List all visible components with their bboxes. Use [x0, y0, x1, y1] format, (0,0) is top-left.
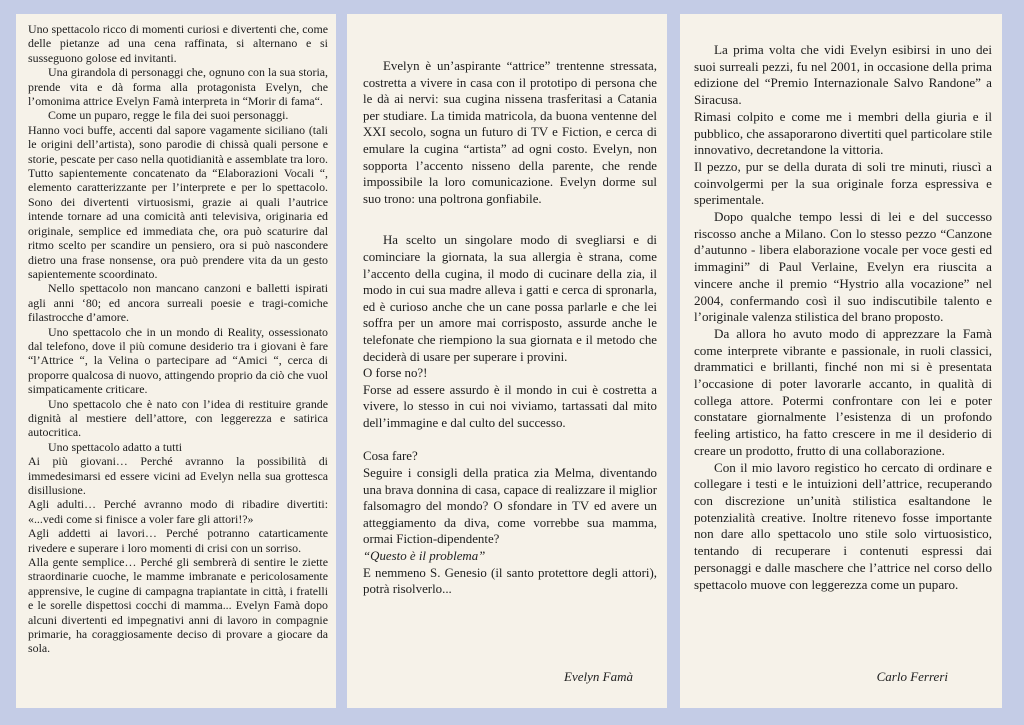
p3-paragraph: La prima volta che vidi Evelyn esibirsi in uno dei suoi surreali pezzi, fu nel 2001, in occasione della prima edizione del “Premio Internazionale Salvo Randone” a Siracusa.: [694, 42, 992, 108]
signature: Carlo Ferreri: [876, 669, 948, 685]
p1-paragraph: Uno spettacolo adatto a tutti: [48, 439, 183, 454]
p1-paragraph: Ai più giovani… Perché avranno la possibilità di immedesimarsi ed essere vicini ad Evelyn nella sua grottesca disillusione.: [28, 454, 328, 497]
right-panel: [680, 14, 1002, 708]
left-panel: [16, 14, 336, 708]
p3-paragraph: Rimasi colpito e come me i membri della giuria e il pubblico, che assaporarono divertiti quel particolare stile innovativo, decretandone la vittoria.: [694, 108, 992, 158]
p2-paragraph: Seguire i consigli della pratica zia Melma, diventando una brava donnina di casa, capace di realizzare il miglior falsomagro del mondo? O sfondare in TV ed avere un atteggiamento da diva, come vorrebbe sua mamma, ormai Fiction-dipendente?: [363, 466, 657, 547]
p1-paragraph: Uno spettacolo che è nato con l’idea di restituire grande dignità al mestiere dell’attore, con leggerezza e satirica autocritica.: [28, 396, 328, 440]
p2-paragraph: Ha scelto un singolare modo di svegliarsi e di cominciare la giornata, la sua allergia è strana, come l’accento della cugina, il modo di cucinare della zia, il modo in cui sua madre alleva i gatti e cerca di spronarla, ed è curioso anche che un cane possa parlarle e che lei soffra per un amore mai corrisposto, assurde anche le telefonate che riempiono la sua giornata e il metodo che deciderà di usare per superare i provini.: [363, 233, 657, 364]
p2-quote: “Questo è il problema”: [363, 549, 486, 564]
p3-paragraph: Il pezzo, pur se della durata di soli tre minuti, riuscì a coinvolgermi per la sua originale forza espressiva e sperimentale.: [694, 158, 992, 208]
p3-paragraph: Da allora ho avuto modo di apprezzare la Famà come interprete vibrante e passionale, in ruoli classici, drammatici e brillanti, finché non mi si è presentata l’occasione di poter lavorarle accanto, in qualità di collega attore. Potermi confrontare con lei e poter constatare giornalmente l’esistenza di un profondo feeling artistico, ha fatto crescere in me il desiderio di creare un prodotto, frutto di una collaborazione.: [694, 325, 992, 458]
p2-paragraph: O forse no?!: [363, 366, 428, 381]
p1-paragraph: Uno spettacolo ricco di momenti curiosi e divertenti che, come delle pietanze ad una cena raffinata, si alternano e si susseguono golose ed invitanti.: [28, 22, 328, 65]
p1-paragraph: Agli addetti ai lavori… Perché potranno catarticamente rivedere e superare i loro momenti di crisi con un sorriso.: [28, 526, 328, 555]
p1-paragraph: Nello spettacolo non mancano canzoni e balletti ispirati agli anni ‘80; ed ancora surreali poesie e tragi-comiche filastrocche d’amore.: [28, 281, 328, 325]
p2-paragraph: Cosa fare?: [363, 449, 418, 464]
p1-paragraph: Come un puparo, regge le fila dei suoi personaggi.: [48, 108, 289, 123]
p2-paragraph: E nemmeno S. Genesio (il santo protettore degli attori), potrà risolverlo...: [363, 565, 657, 597]
p1-paragraph: Agli adulti… Perché avranno modo di ribadire divertiti: «...vedi come si finisce a voler fare gli attori!?»: [28, 497, 328, 526]
p1-paragraph: Hanno voci buffe, accenti dal sapore vagamente siciliano (tali le origini dell’artista), sono parodie di chissà quali persone e storie, pescate per caso nella quotidianità e assemblate tra loro. Tutto sapientemente concatenato da “Elaborazioni Vocali “, elemento caratterizzante per l’interprete e per lo spettacolo. Sono dei divertenti virtuosismi, grazie ai quali l’autrice intende tornare ad una comicità anti televisiva, originaria ed originale, semplice ed immediata che, ora può scaturire dal ritmo scelto per scandire un pensiero, ora si può nascondere dietro una frase nonsense, ora può prendere vita da un gesto sapientemente scoordinato.: [28, 122, 328, 281]
p3-paragraph: Con il mio lavoro registico ho cercato di ordinare e collegare i testi e le intuizioni dell’attrice, recuperando con discrezione un’unità stilistica esaltandone le potenzialità creative. Inoltre ritenevo fosse importante non dare allo spettacolo uno stile solo virtuosistico, tentando di recuperare i contenuti espressi dai personaggi e dalle maschere che l’attrice nel corso dello spettacolo muove con leggerezza come un puparo.: [694, 459, 992, 592]
p2-paragraph: Forse ad essere assurdo è il mondo in cui è costretta a vivere, lo stesso in cui noi viviamo, tartassati dal mito dell’immagine e dal culto del successo.: [363, 382, 657, 430]
p3-paragraph: Dopo qualche tempo lessi di lei e del successo riscosso anche a Milano. Con lo stesso pezzo “Canzone d’autunno - libera elaborazione vocale per voce gesti ed immagini” di Paul Verlaine, Evelyn era riuscita a vincere anche il premio “Hystrio alla vocazione” nel 2004, confermando così il suo indiscutibile talento e l’originale valenza stilistica del brano proposto.: [694, 209, 992, 325]
p1-paragraph: Uno spettacolo che in un mondo di Reality, ossessionato dal telefono, dove il più comune desiderio tra i giovani è fare “l’Attrice “, la Velina o partecipare ad “Amici “, cerca di proporre qualcosa di nuovo, attingendo proprio da ciò che vuol simpaticamente criticare.: [28, 324, 328, 397]
signature: Evelyn Famà: [564, 669, 633, 685]
middle-panel: [347, 14, 667, 708]
p1-paragraph: Una girandola di personaggi che, ognuno con la sua storia, prende vita e dà forma alla protagonista Evelyn, che l’omonima attrice Evelyn Famà interpreta in “Morir di fama“.: [28, 65, 328, 109]
p1-paragraph: Alla gente semplice… Perché gli sembrerà di sentire le ziette straordinarie cuoche, le mamme imbranate e pericolosamente apprensive, le cugine di campagna trapiantate in città, i fratelli e le sorelle dispettosi cocchi di mamma... Evelyn Famà dopo alcuni divertenti ed impegnativi anni di lavoro in compagnie primarie, ha coraggiosamente deciso di provare a giocare da sola.: [28, 555, 328, 656]
p2-paragraph: Evelyn è un’aspirante “attrice” trentenne stressata, costretta a vivere in casa con il prototipo di persona che le dà ai nervi: sua cugina nissena trasferitasi a Catania per studiare. La timida matricola, da buona ventenne del XXI secolo, sogna un futuro di TV e Fiction, e cerca di emulare la cugina “artista” ad ogni costo. Evelyn, non sopporta l’accento nisseno della parente, che rende impossibile la loro comunicazione. Evelyn dorme sul suo trono: una poltrona gonfiabile.: [363, 59, 657, 206]
